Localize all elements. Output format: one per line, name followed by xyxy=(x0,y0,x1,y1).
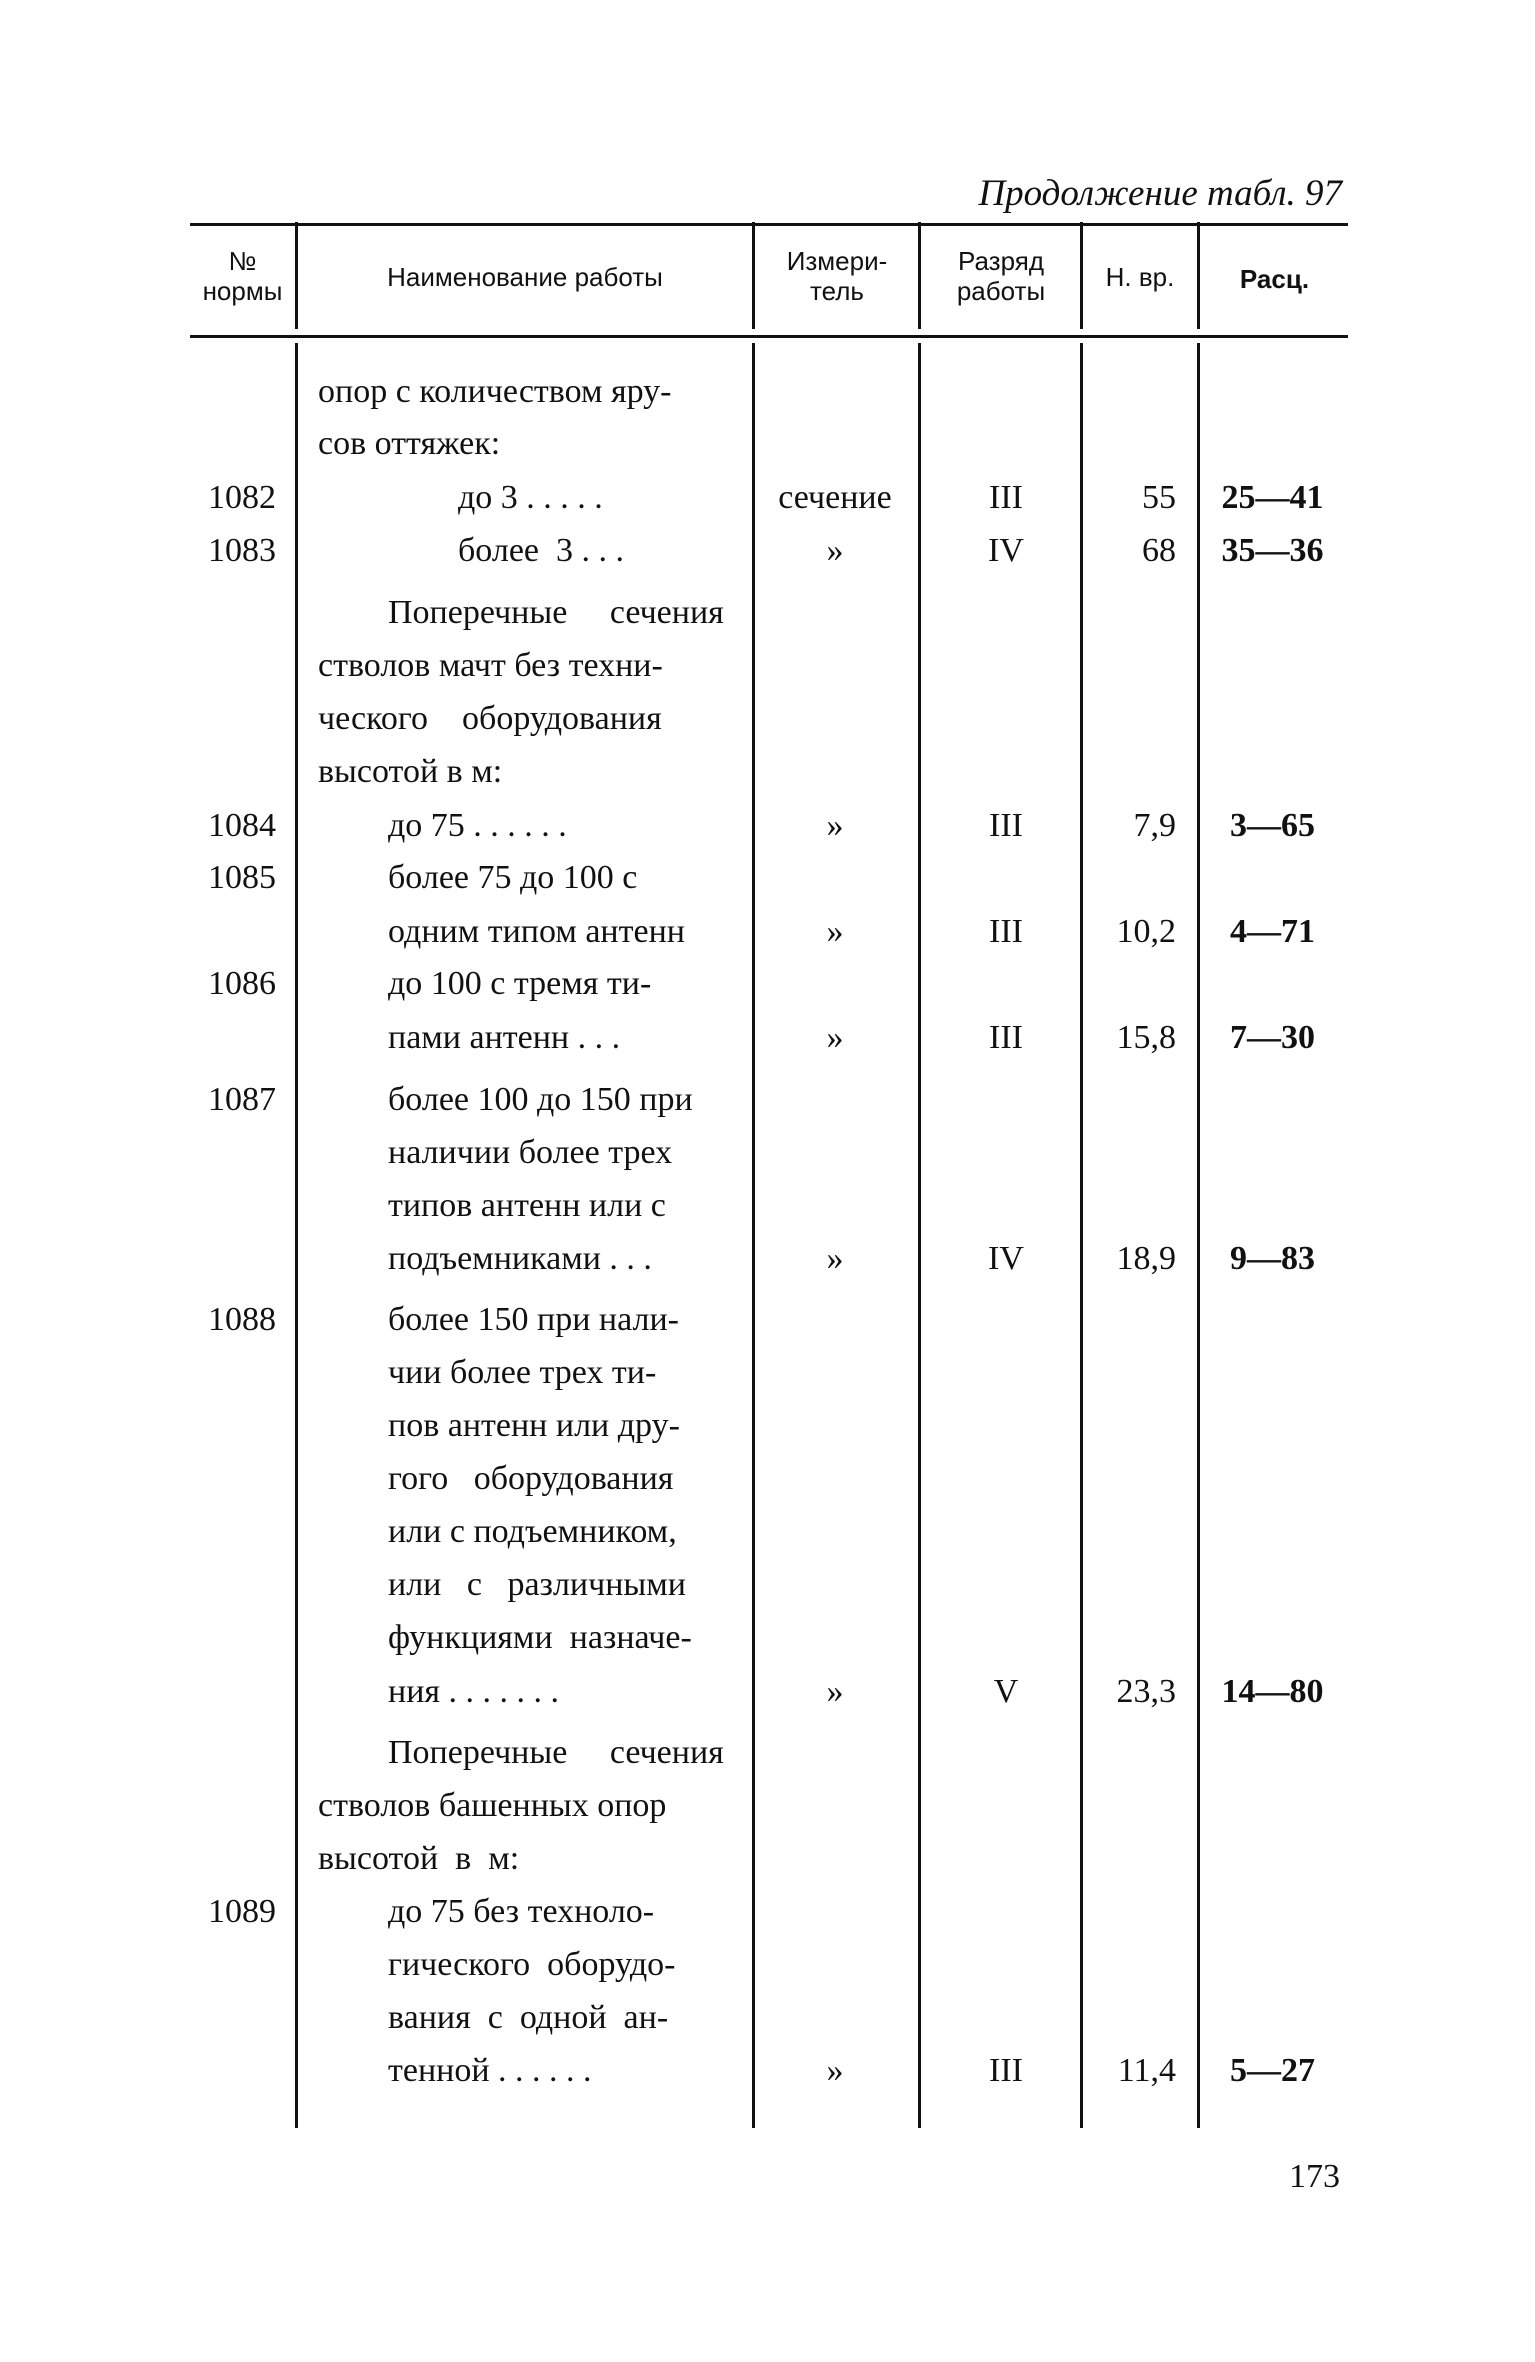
header-rate: Расц. xyxy=(1239,264,1310,294)
header-norm-number-line2: нормы xyxy=(202,276,283,306)
header-separator xyxy=(918,222,921,329)
work-description: до 100 с тремя ти- xyxy=(388,965,652,1002)
work-description: вания с одной ан- xyxy=(388,1999,669,2036)
unit-cell: » xyxy=(826,807,844,844)
header-separator xyxy=(752,222,755,329)
header-work-name: Наименование работы xyxy=(387,262,663,292)
work-description: до 75 без техноло- xyxy=(388,1893,655,1930)
header-norm-number-line1: № xyxy=(228,246,257,276)
grade-cell: IV xyxy=(988,532,1024,569)
grade-cell: III xyxy=(989,807,1023,844)
unit-cell: » xyxy=(826,2052,844,2089)
header-unit xyxy=(757,246,917,306)
work-description: опор с количеством яру- xyxy=(318,373,672,410)
time-norm-cell: 7,9 xyxy=(1133,807,1176,844)
header-unit-line1: Измери- xyxy=(786,246,888,276)
time-norm-cell: 18,9 xyxy=(1116,1240,1176,1277)
unit-cell: » xyxy=(826,1019,844,1056)
unit-cell: » xyxy=(826,1240,844,1277)
grade-cell: IV xyxy=(988,1240,1024,1277)
norm-number: 1088 xyxy=(208,1301,276,1338)
time-norm-cell: 68 xyxy=(1142,532,1176,569)
work-description: гого оборудования xyxy=(388,1460,674,1497)
work-description: более 3 . . . xyxy=(458,532,624,569)
rate-cell: 5—27 xyxy=(1230,2052,1315,2089)
work-description: ния . . . . . . . xyxy=(388,1673,560,1710)
norm-number: 1086 xyxy=(208,965,276,1002)
rate-cell: 25—41 xyxy=(1221,479,1324,516)
work-description: высотой в м: xyxy=(318,1840,520,1877)
work-description: сов оттяжек: xyxy=(318,425,501,462)
work-description: высотой в м: xyxy=(318,753,503,790)
page-number: 173 xyxy=(1289,2158,1340,2195)
work-description: более 75 до 100 с xyxy=(388,859,638,896)
header-separator xyxy=(295,222,298,329)
work-description: подъемниками . . . xyxy=(388,1240,652,1277)
time-norm-cell: 23,3 xyxy=(1116,1673,1176,1710)
grade-cell: III xyxy=(989,1019,1023,1056)
column-separator xyxy=(918,343,921,2128)
header-grade-line2: работы xyxy=(956,276,1046,306)
work-description: Поперечные сечения xyxy=(388,594,724,631)
work-description: ческого оборудования xyxy=(318,700,662,737)
column-separator xyxy=(1080,343,1083,2128)
work-description: до 75 . . . . . . xyxy=(388,807,567,844)
norm-number: 1084 xyxy=(208,807,276,844)
work-description: до 3 . . . . . xyxy=(458,479,603,516)
rate-cell: 9—83 xyxy=(1230,1240,1315,1277)
work-description: одним типом антенн xyxy=(388,913,685,950)
unit-cell: » xyxy=(826,1673,844,1710)
norm-number: 1083 xyxy=(208,532,276,569)
work-description: функциями назначе- xyxy=(388,1619,692,1656)
work-description: тенной . . . . . . xyxy=(388,2052,592,2089)
rate-cell: 3—65 xyxy=(1230,807,1315,844)
work-description: стволов башенных опор xyxy=(318,1787,667,1824)
work-description: чии более трех ти- xyxy=(388,1354,657,1391)
norm-number: 1085 xyxy=(208,859,276,896)
header-grade xyxy=(923,246,1079,306)
time-norm-cell: 11,4 xyxy=(1117,2052,1176,2089)
column-separator xyxy=(295,343,298,2128)
work-description: наличии более трех xyxy=(388,1134,673,1171)
header-separator xyxy=(1197,222,1200,329)
norm-number: 1082 xyxy=(208,479,276,516)
unit-cell: » xyxy=(826,913,844,950)
grade-cell: III xyxy=(989,479,1023,516)
table-header-rule xyxy=(190,335,1348,338)
time-norm-cell: 15,8 xyxy=(1116,1019,1176,1056)
rate-cell: 14—80 xyxy=(1221,1673,1324,1710)
work-description: пов антенн или дру- xyxy=(388,1407,680,1444)
grade-cell: III xyxy=(989,913,1023,950)
grade-cell: III xyxy=(989,2052,1023,2089)
table-top-rule xyxy=(190,223,1348,226)
unit-cell: » xyxy=(826,532,844,569)
grade-cell: V xyxy=(993,1673,1019,1710)
table-continuation-caption: Продолжение табл. 97 xyxy=(978,173,1342,214)
work-description: Поперечные сечения xyxy=(388,1734,724,1771)
header-norm-number xyxy=(190,246,295,306)
rate-cell: 35—36 xyxy=(1221,532,1324,569)
rate-cell: 4—71 xyxy=(1230,913,1315,950)
work-description: или с различными xyxy=(388,1566,686,1603)
header-time-norm: Н. вр. xyxy=(1105,262,1175,292)
work-description: более 100 до 150 при xyxy=(388,1081,693,1118)
time-norm-cell: 10,2 xyxy=(1116,913,1176,950)
header-grade-line1: Разряд xyxy=(958,246,1044,276)
work-description: стволов мачт без техни- xyxy=(318,647,663,684)
header-unit-line2: тель xyxy=(810,276,864,306)
unit-cell: сечение xyxy=(778,479,892,516)
work-description: пами антенн . . . xyxy=(388,1019,621,1056)
rate-cell: 7—30 xyxy=(1230,1019,1315,1056)
work-description: более 150 при нали- xyxy=(388,1301,679,1338)
column-separator xyxy=(752,343,755,2128)
norm-number: 1087 xyxy=(208,1081,276,1118)
norm-number: 1089 xyxy=(208,1893,276,1930)
work-description: или с подъемником, xyxy=(388,1513,677,1550)
work-description: типов антенн или с xyxy=(388,1187,666,1224)
work-description: гического оборудо- xyxy=(388,1946,676,1983)
column-separator xyxy=(1197,343,1200,2128)
time-norm-cell: 55 xyxy=(1142,479,1176,516)
header-separator xyxy=(1080,222,1083,329)
